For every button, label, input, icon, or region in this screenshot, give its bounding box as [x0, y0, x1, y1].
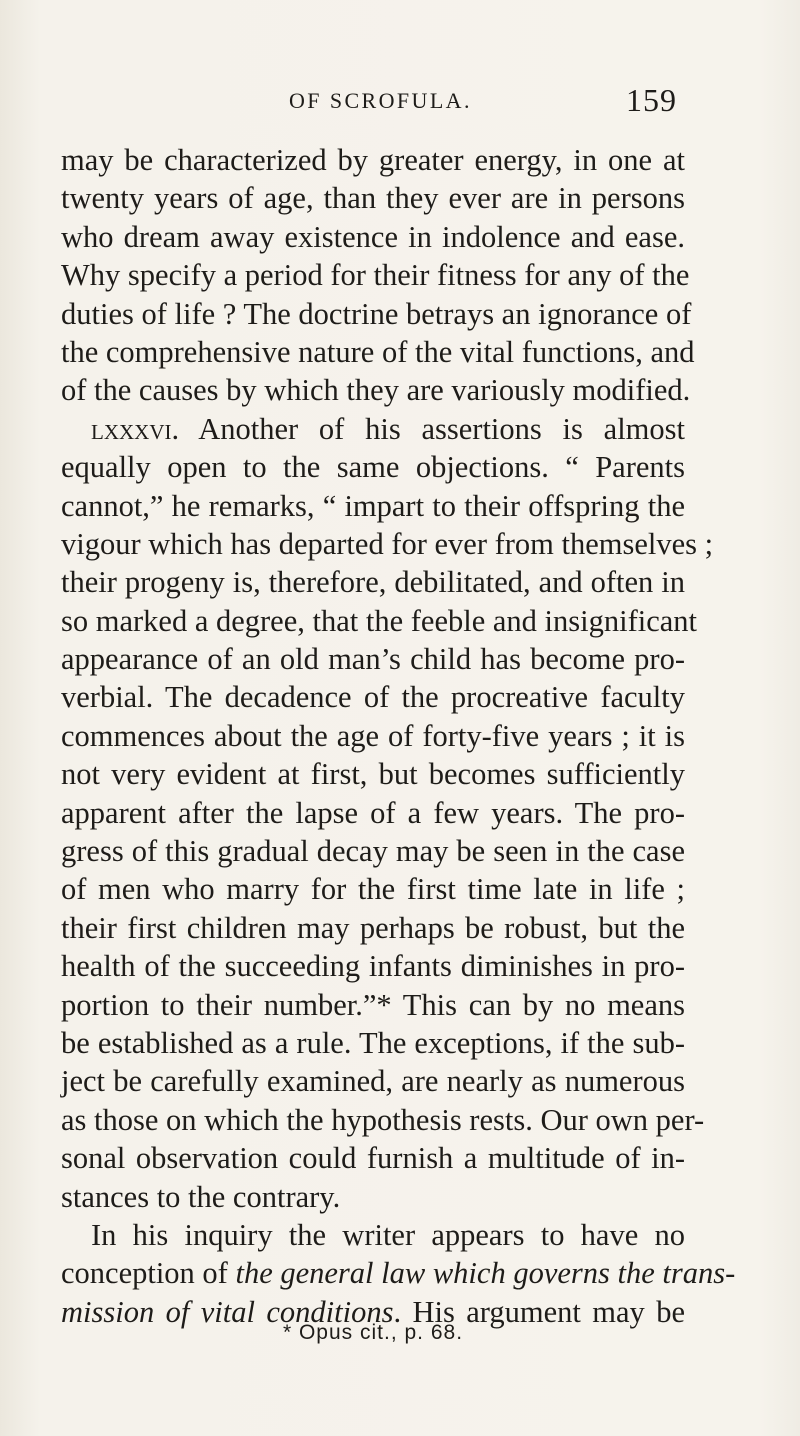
text-line: duties of life ? The doctrine betrays an ignorance of: [61, 296, 692, 331]
text-line: verbial. The decadence of the procreative faculty: [61, 680, 685, 715]
italic-phrase: mission of vital conditions: [61, 1294, 394, 1329]
text-line: equally open to the same objections. “ Parents: [61, 450, 685, 485]
text-line: stances to the contrary.: [61, 1179, 341, 1214]
italic-line: [61, 1254, 736, 1292]
italic-line-prefix: conception of: [61, 1256, 236, 1291]
text-line: vigour which has departed for ever from themselves ;: [61, 526, 714, 561]
text-line: health of the succeeding infants diminishes in pro-: [61, 949, 685, 984]
text-line: of men who marry for the first time late in life ;: [61, 872, 685, 907]
text-line: apparent after the lapse of a few years. The pro-: [61, 795, 685, 830]
text-line: In his inquiry the writer appears to have no: [91, 1217, 685, 1252]
text-line: of the causes by which they are variously modified.: [61, 373, 691, 408]
section-start-line: [61, 410, 685, 448]
text-line: gress of this gradual decay may be seen in the case: [61, 834, 685, 869]
text-line: Why specify a period for their fitness for any of the: [61, 258, 690, 293]
text-line: portion to their number.”* This can by no means: [61, 987, 685, 1022]
page-header: [0, 82, 800, 118]
section-number: lxxxvi.: [91, 411, 180, 446]
text-line: who dream away existence in indolence and ease.: [61, 219, 685, 254]
text-line: commences about the age of forty-five years ; it is: [61, 718, 685, 753]
footnote: * Opus cit., p. 68.: [282, 1321, 464, 1344]
text-line: appearance of an old man’s child has become pro-: [61, 642, 685, 677]
text-line: their progeny is, therefore, debilitated, and often in: [61, 565, 685, 600]
text-line: sonal observation could furnish a multitude of in-: [61, 1141, 685, 1176]
italic-phrase: the general law which governs the trans-: [235, 1256, 736, 1291]
running-title: OF SCROFULA.: [289, 88, 472, 113]
text-line: so marked a degree, that the feeble and insignificant: [61, 603, 698, 638]
text-line: their first children may perhaps be robust, but the: [61, 910, 685, 945]
text-line: the comprehensive nature of the vital functions, and: [61, 334, 695, 369]
body-text: [61, 141, 736, 1331]
page-number: 159: [626, 82, 677, 118]
text-line: cannot,” he remarks, “ impart to their offspring the: [61, 488, 685, 523]
text-line: may be characterized by greater energy, in one at: [61, 143, 685, 177]
text-line: not very evident at first, but becomes sufficiently: [61, 757, 685, 792]
section-start-text: Another of his assertions is almost: [179, 411, 685, 446]
text-line: ject be carefully examined, are nearly as numerous: [61, 1064, 685, 1099]
text-line: twenty years of age, than they ever are in persons: [61, 181, 685, 216]
italic-line-suffix: . His argument may be: [393, 1294, 685, 1329]
text-line: be established as a rule. The exceptions, if the sub-: [61, 1025, 685, 1060]
text-line: as those on which the hypothesis rests. Our own per-: [61, 1102, 705, 1137]
